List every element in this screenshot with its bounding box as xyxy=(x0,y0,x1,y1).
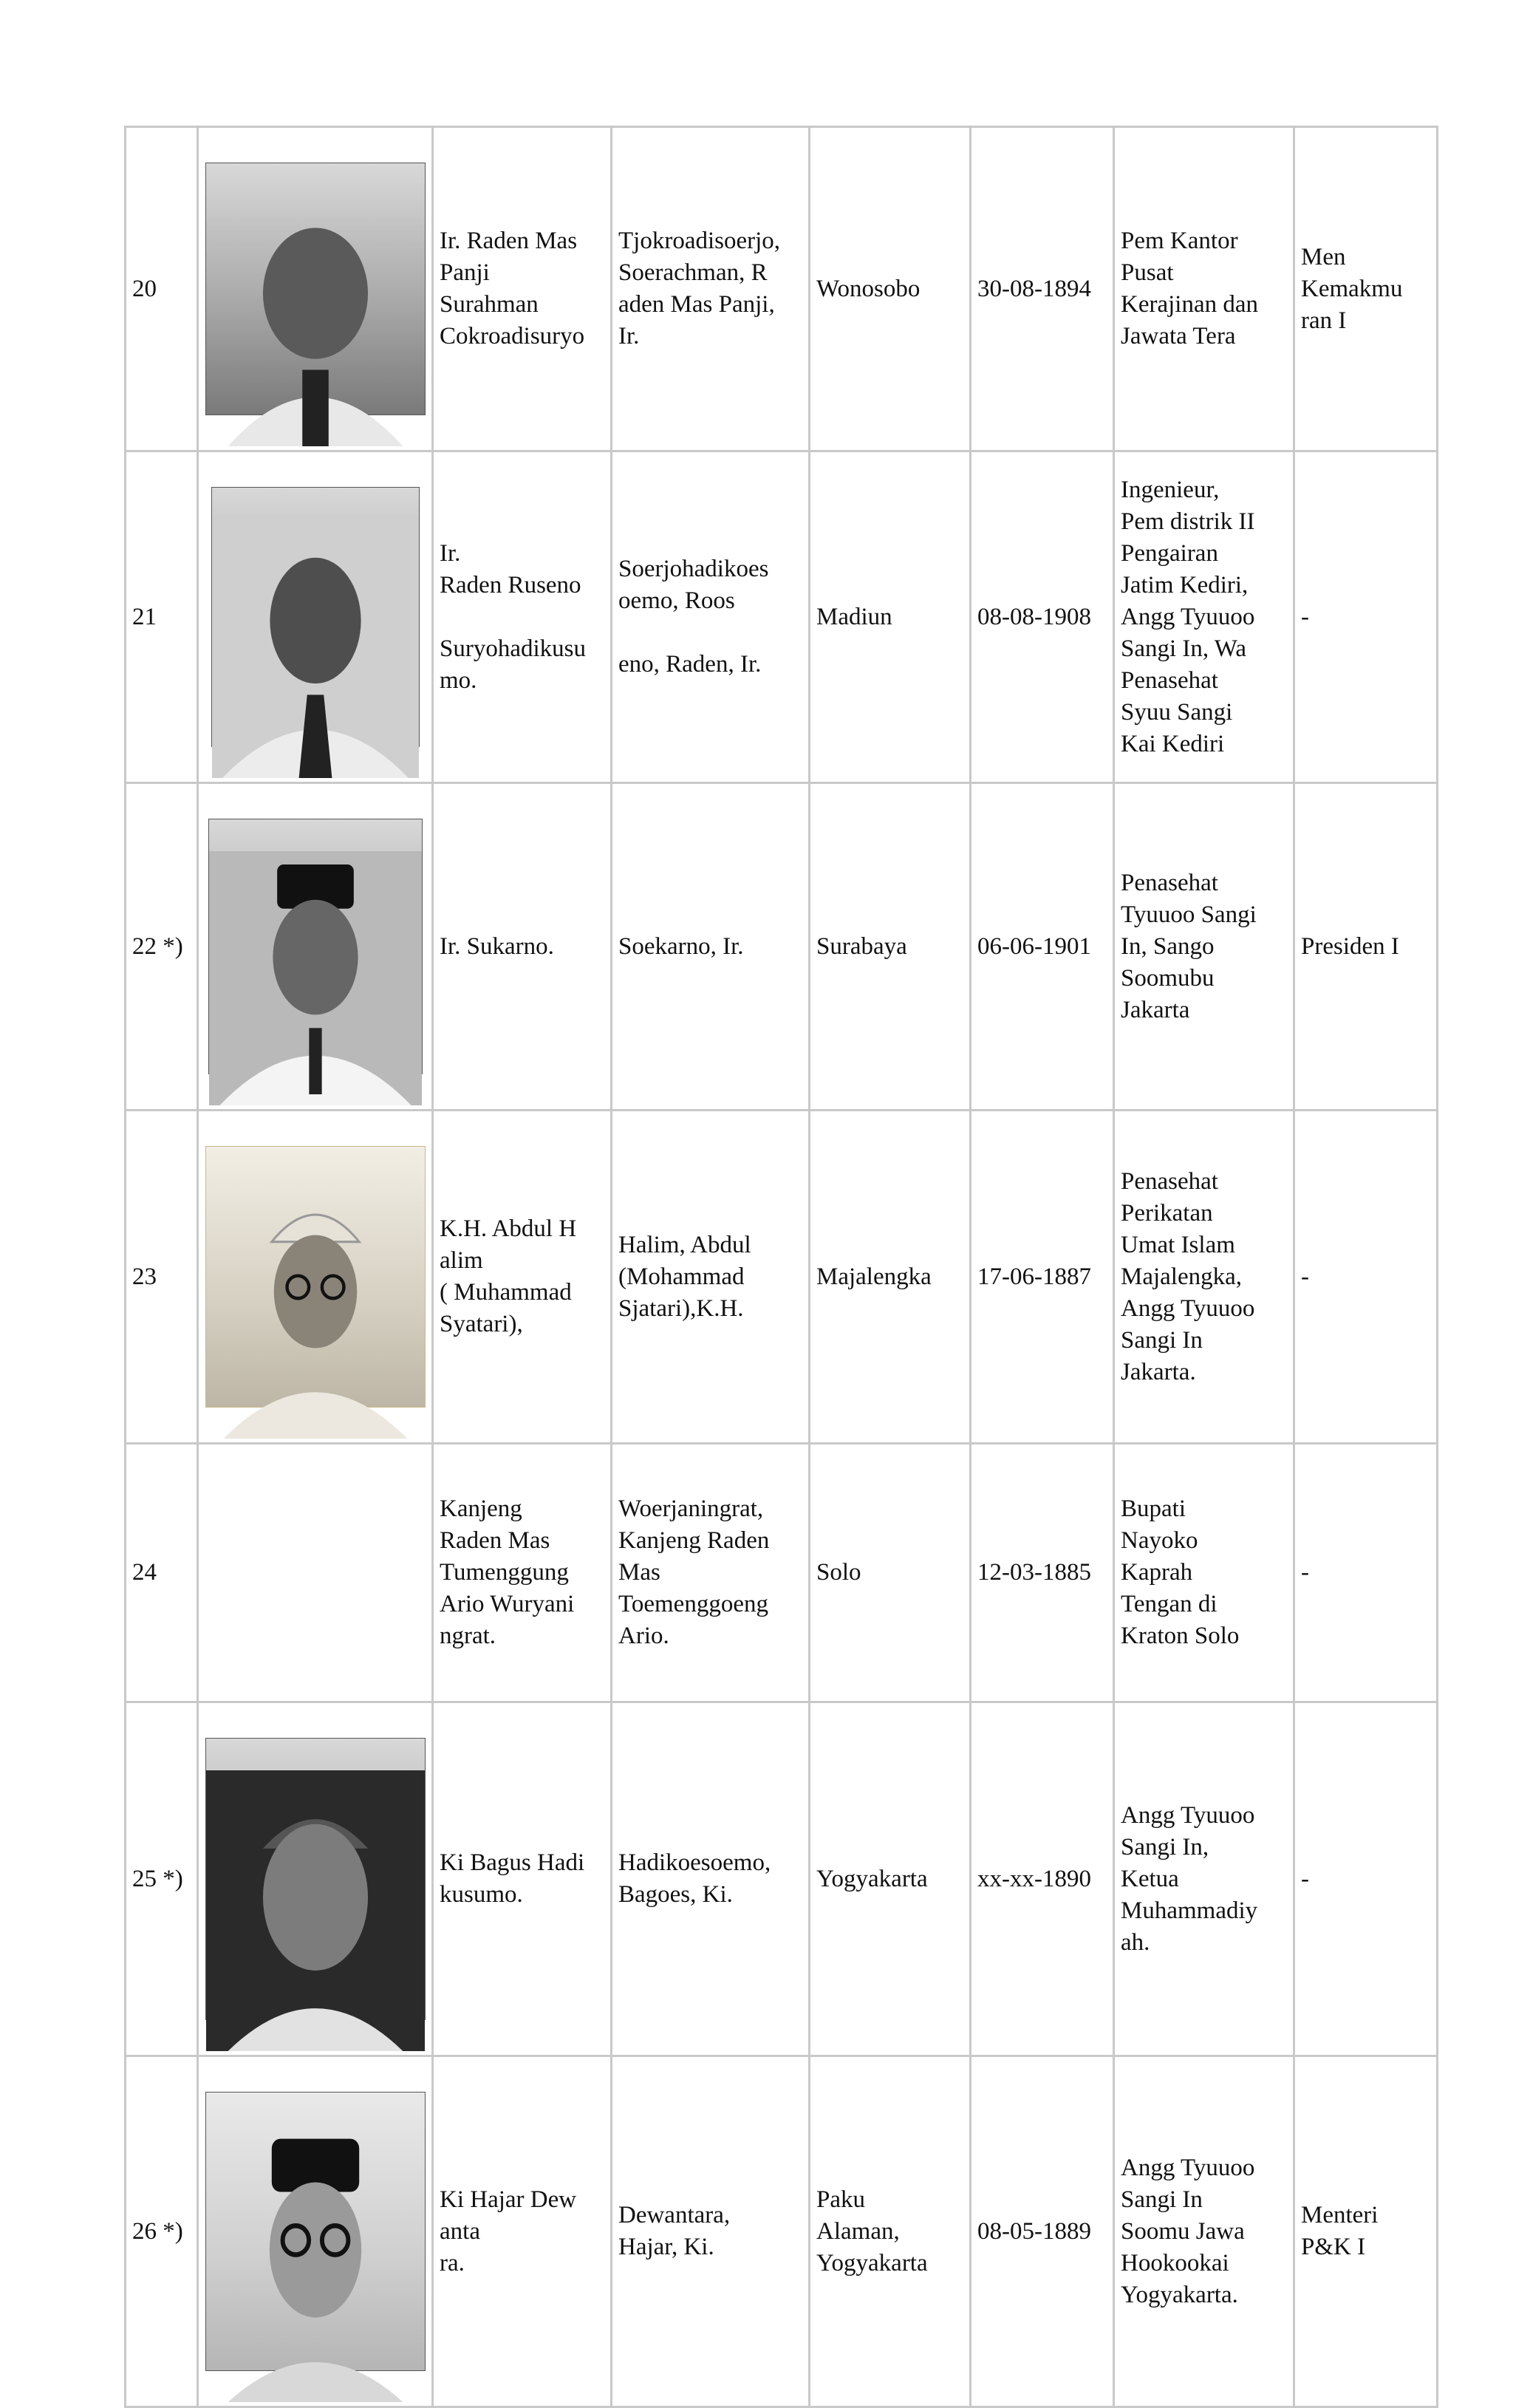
state-office-cell: Men Kemakmu ran I xyxy=(1294,127,1438,451)
photo-cell xyxy=(198,2056,433,2407)
portrait-photo xyxy=(205,1738,426,2020)
row-number: 21 xyxy=(126,451,198,783)
position-cell: Angg Tyuuoo Sangi In, Ketua Muhammadiy ah. xyxy=(1114,1702,1294,2056)
name-cell: Ir. Raden Ruseno Suryohadikusu mo. xyxy=(433,451,612,783)
old-spelling-cell: Hadikoesoemo, Bagoes, Ki. xyxy=(612,1702,810,2056)
name-cell: Ki Hajar Dew anta ra. xyxy=(433,2056,612,2407)
position-cell: Pem Kantor Pusat Kerajinan dan Jawata Tera xyxy=(1114,127,1294,451)
birthplace-cell: Madiun xyxy=(810,451,971,783)
birthplace-cell: Surabaya xyxy=(810,783,971,1111)
position-cell: Penasehat Perikatan Umat Islam Majalengka, Angg Tyuuoo Sangi In Jakarta. xyxy=(1114,1111,1294,1444)
position-cell: Penasehat Tyuuoo Sangi In, Sango Soomubu Jakarta xyxy=(1114,783,1294,1111)
table-row xyxy=(126,2056,1438,2407)
row-number: 25 *) xyxy=(126,1702,198,2056)
name-cell: Ki Bagus Hadi kusumo. xyxy=(433,1702,612,2056)
table-row xyxy=(126,1111,1438,1444)
old-spelling-cell: Dewantara, Hajar, Ki. xyxy=(612,2056,810,2407)
old-spelling-cell: Soekarno, Ir. xyxy=(612,783,810,1111)
table-row xyxy=(126,1444,1438,1702)
photo-cell xyxy=(198,1444,433,1702)
birthplace-cell: Yogyakarta xyxy=(810,1702,971,2056)
old-spelling-cell: Tjokroadisoerjo, Soerachman, R aden Mas Panji, Ir. xyxy=(612,127,810,451)
state-office-cell: - xyxy=(1294,1444,1438,1702)
row-number: 22 *) xyxy=(126,783,198,1111)
portrait-photo xyxy=(208,819,423,1074)
portrait-photo xyxy=(211,487,420,747)
birthplace-cell: Paku Alaman, Yogyakarta xyxy=(810,2056,971,2407)
name-cell: K.H. Abdul H alim ( Muhammad Syatari), xyxy=(433,1111,612,1444)
table-row xyxy=(126,127,1438,451)
name-cell: Kanjeng Raden Mas Tumenggung Ario Wuryani ngrat. xyxy=(433,1444,612,1702)
birthdate-cell: 17-06-1887 xyxy=(971,1111,1114,1444)
row-number: 24 xyxy=(126,1444,198,1702)
state-office-cell: Menteri P&K I xyxy=(1294,2056,1438,2407)
old-spelling-cell: Halim, Abdul (Mohammad Sjatari),K.H. xyxy=(612,1111,810,1444)
photo-cell xyxy=(198,783,433,1111)
birthdate-cell: 08-08-1908 xyxy=(971,451,1114,783)
old-spelling-cell: Woerjaningrat, Kanjeng Raden Mas Toemenggoeng Ario. xyxy=(612,1444,810,1702)
row-number: 23 xyxy=(126,1111,198,1444)
state-office-cell: Presiden I xyxy=(1294,783,1438,1111)
photo-cell xyxy=(198,127,433,451)
name-cell: Ir. Sukarno. xyxy=(433,783,612,1111)
photo-cell xyxy=(198,1702,433,2056)
birthdate-cell: 12-03-1885 xyxy=(971,1444,1114,1702)
birthplace-cell: Wonosobo xyxy=(810,127,971,451)
position-cell: Angg Tyuuoo Sangi In Soomu Jawa Hookookai Yogyakarta. xyxy=(1114,2056,1294,2407)
table-row xyxy=(126,783,1438,1111)
state-office-cell: - xyxy=(1294,451,1438,783)
birthplace-cell: Solo xyxy=(810,1444,971,1702)
table-row xyxy=(126,451,1438,783)
row-number: 20 xyxy=(126,127,198,451)
name-cell: Ir. Raden Mas Panji Surahman Cokroadisuryo xyxy=(433,127,612,451)
member-table xyxy=(124,126,1438,2408)
photo-cell xyxy=(198,1111,433,1444)
position-cell: Ingenieur, Pem distrik II Pengairan Jatim Kediri, Angg Tyuuoo Sangi In, Wa Penasehat Syuu Sangi Kai Kediri xyxy=(1114,451,1294,783)
birthdate-cell: 08-05-1889 xyxy=(971,2056,1114,2407)
portrait-photo xyxy=(205,2092,426,2371)
row-number: 26 *) xyxy=(126,2056,198,2407)
birthdate-cell: 30-08-1894 xyxy=(971,127,1114,451)
portrait-photo xyxy=(205,163,426,415)
birthplace-cell: Majalengka xyxy=(810,1111,971,1444)
old-spelling-cell: Soerjohadikoes oemo, Roos eno, Raden, Ir. xyxy=(612,451,810,783)
state-office-cell: - xyxy=(1294,1702,1438,2056)
birthdate-cell: 06-06-1901 xyxy=(971,783,1114,1111)
state-office-cell: - xyxy=(1294,1111,1438,1444)
portrait-photo xyxy=(205,1146,426,1408)
table-row xyxy=(126,1702,1438,2056)
birthdate-cell: xx-xx-1890 xyxy=(971,1702,1114,2056)
photo-cell xyxy=(198,451,433,783)
position-cell: Bupati Nayoko Kaprah Tengan di Kraton Solo xyxy=(1114,1444,1294,1702)
